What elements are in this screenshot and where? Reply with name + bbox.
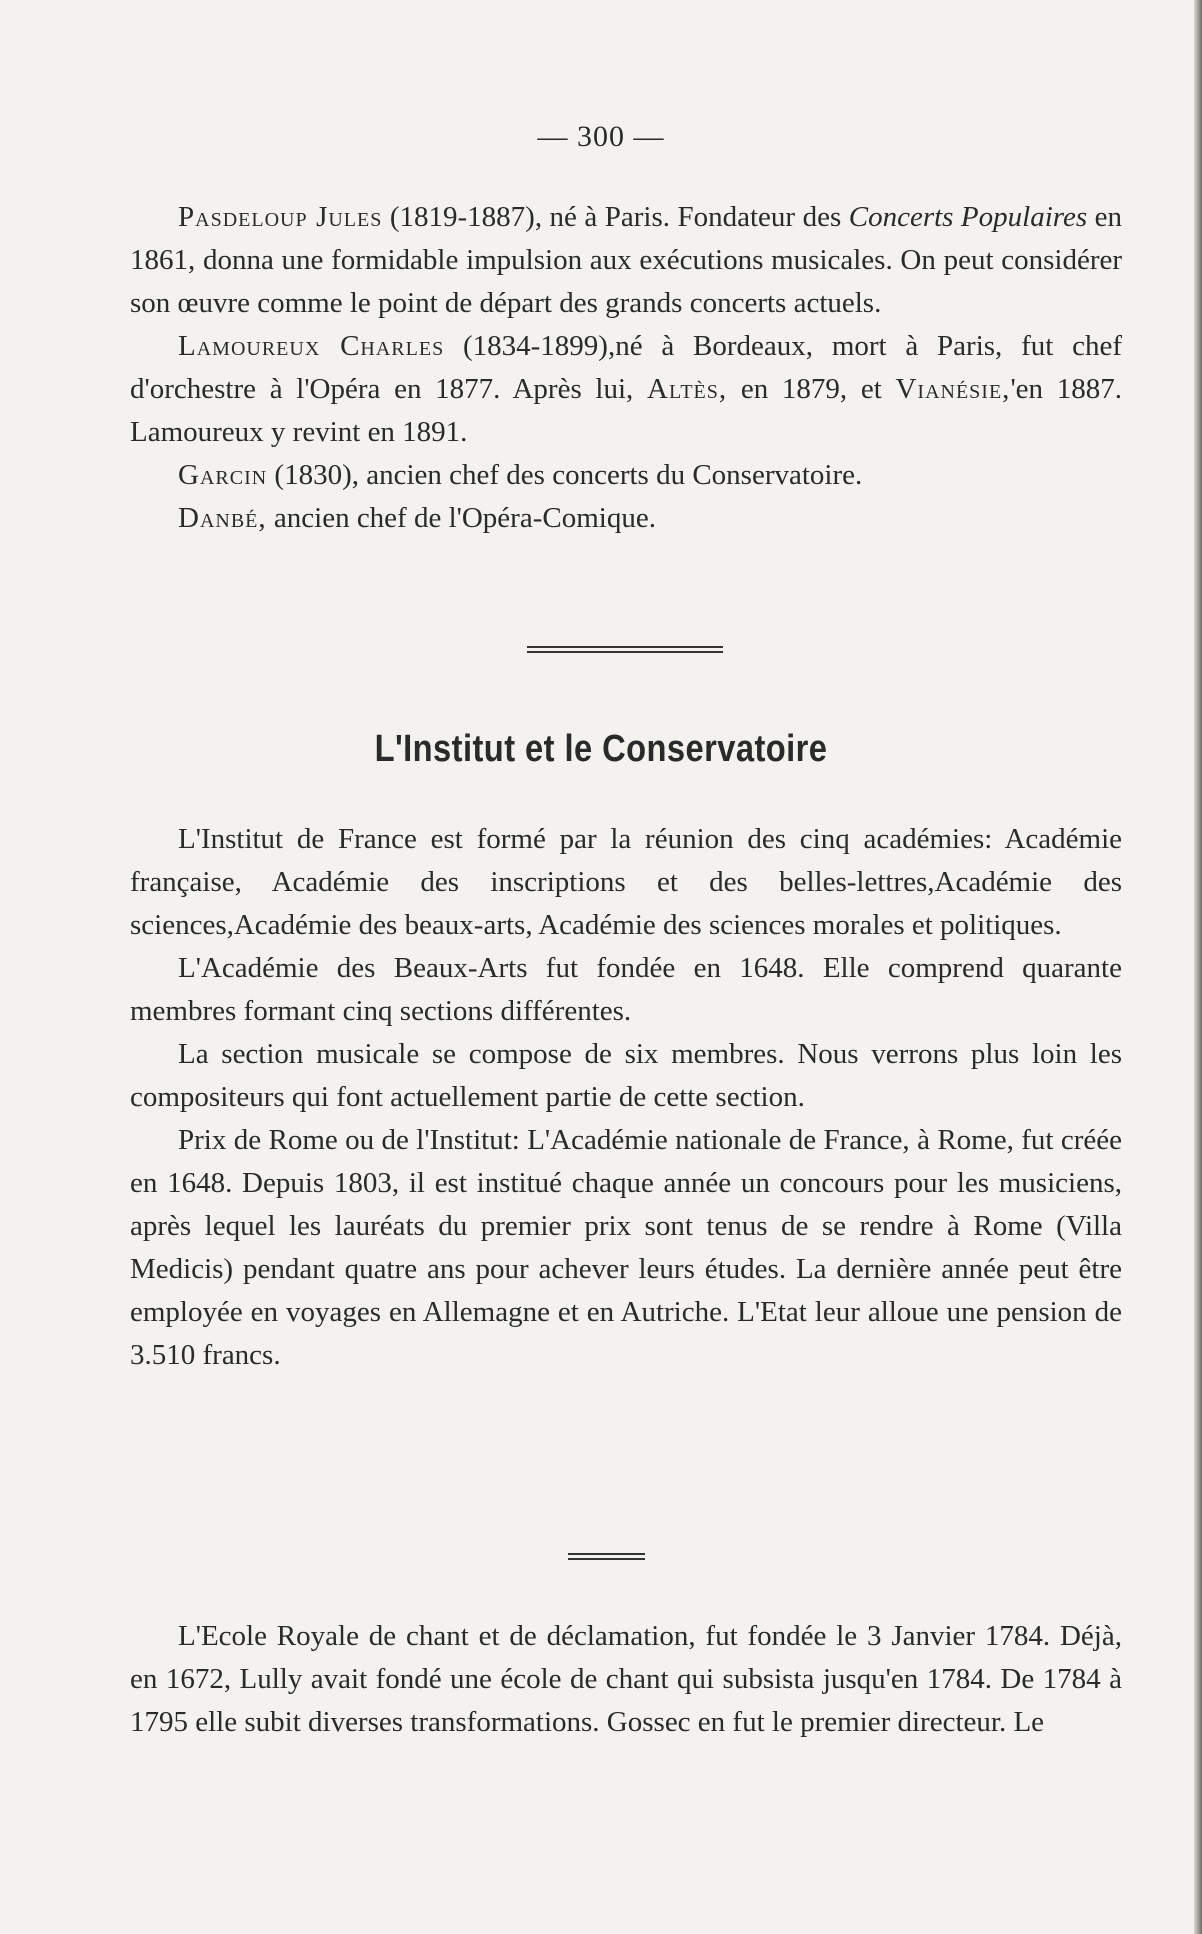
name-pasdeloup: Pasdeloup Jules <box>178 201 383 233</box>
page-edge <box>1194 0 1202 1934</box>
paragraph-pasdeloup <box>130 196 1122 325</box>
page-number: — 300 — <box>537 120 665 153</box>
name-altes: Altès, <box>647 373 728 405</box>
section-heading: L'Institut et le Conservatoire <box>374 728 828 770</box>
paragraph-lamoureux <box>130 325 1122 454</box>
text: (1834-1899),né à Bordeaux, mort à Paris, fut chef d'orchestre à l'Opéra en 1877. Après lui, <box>130 330 1123 405</box>
paragraph-prix-de-rome: Prix de Rome ou de l'Institut: L'Académie nationale de France, à Rome, fut créée en 1648. Depuis 1803, il est institué chaque année un concours pour les musiciens, après lequel les lauréats du premier prix sont tenus de se rendre à Rome (Villa Medicis) pendant quatre ans pour achever leurs études. La dernière année peut être employée en voyages en Allemagne et en Autriche. L'Etat leur alloue une pension de 3.510 francs. <box>130 1124 1122 1371</box>
paragraph-danbe <box>130 497 1122 540</box>
paragraph-garcin <box>130 454 1122 497</box>
concerts-populaires: Concerts Populaires <box>848 201 1088 233</box>
institut-section <box>130 818 1122 1377</box>
text: (1830), ancien chef des concerts du Conservatoire. <box>267 459 863 491</box>
name-danbe: Danbé, <box>178 502 267 534</box>
name-lamoureux: Lamoureux Charles <box>178 330 445 362</box>
divider-rule <box>527 646 723 653</box>
paragraph-institut: L'Institut de France est formé par la réunion des cinq académies: Académie française, Académie des inscriptions et des belles-lettres,Académie des sciences,Académie des beaux-arts, Académie des sciences morales et politiques. <box>130 823 1122 941</box>
text: en 1879, et <box>727 373 896 405</box>
paragraph-ecole-royale: L'Ecole Royale de chant et de déclamation, fut fondée le 3 Janvier 1784. Déjà, en 1672, Lully avait fondé une école de chant qui subsista jusqu'en 1784. De 1784 à 1795 elle subit diverses transformations. Gossec en fut le premier directeur. Le <box>130 1620 1122 1738</box>
text: 'en 1887. Lamoureux y revint en 1891. <box>130 373 1122 448</box>
ecole-section <box>130 1615 1122 1744</box>
paragraph-section-musicale: La section musicale se compose de six membres. Nous verrons plus loin les compositeurs qui font actuellement partie de cette section. <box>130 1038 1122 1113</box>
divider-rule-small <box>568 1553 645 1560</box>
text: (1819-1887), né à Paris. Fondateur des <box>382 201 849 233</box>
name-garcin: Garcin <box>178 459 268 491</box>
name-vianesie: Vianésie, <box>895 373 1011 405</box>
paragraph-academie: L'Académie des Beaux-Arts fut fondée en 1648. Elle comprend quarante membres formant cinq sections différentes. <box>130 952 1122 1027</box>
text: ancien chef de l'Opéra-Comique. <box>266 502 656 534</box>
text: en 1861, donna une formidable impulsion aux exécutions musicales. On peut considérer son œuvre comme le point de départ des grands concerts actuels. <box>130 201 1122 319</box>
conductors-section <box>130 196 1122 540</box>
